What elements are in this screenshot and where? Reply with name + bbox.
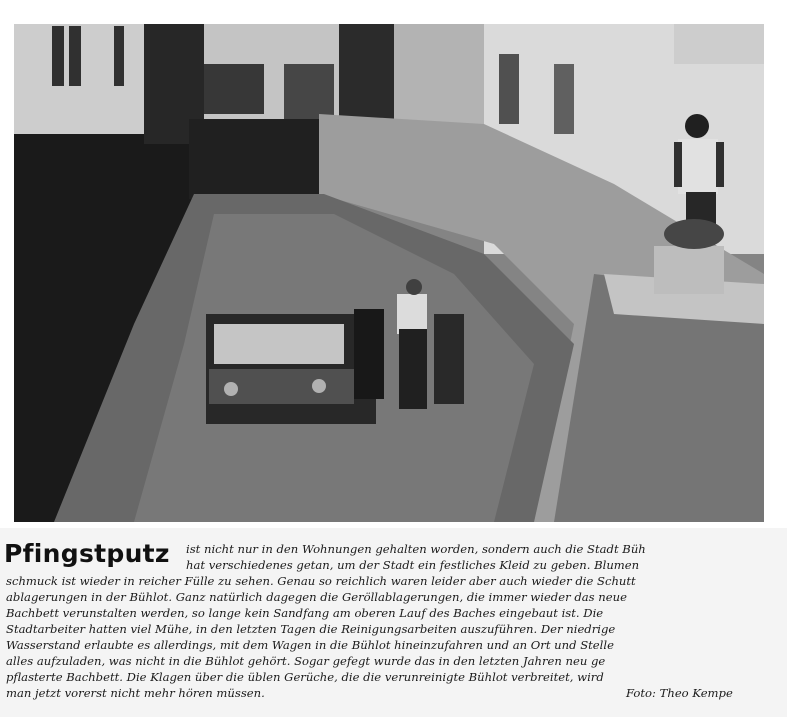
caption-line: Wasserstand erlaubte es allerdings, mit dem Wagen in die Bühlot hineinzufahren und an Ort und Stelle [6,638,614,652]
caption-line: man jetzt vorerst nicht mehr hören müssen. [6,686,265,700]
photo-caption [0,528,787,717]
caption-line: schmuck ist wieder in reicher Fülle zu sehen. Genau so reichlich waren leider aber auch wieder die Schutt [6,574,636,588]
caption-line: ablagerungen in der Bühlot. Ganz natürlich dagegen die Geröllablagerungen, die immer wieder das neue [6,590,627,604]
photo-credit: Foto: Theo Kempe [626,686,733,700]
caption-line: hat verschiedenes getan, um der Stadt ein festliches Kleid zu geben. Blumen [186,558,640,572]
caption-headline: Pfingstputz [4,539,170,568]
newspaper-photo [14,24,764,522]
caption-line: pflasterte Bachbett. Die Klagen über die üblen Gerüche, die die verunreinigte Bühlot verbreitet, wird [6,670,604,684]
caption-line: ist nicht nur in den Wohnungen gehalten worden, sondern auch die Stadt Büh [186,542,646,556]
caption-line: Bachbett verunstalten werden, so lange kein Sandfang am oberen Lauf des Baches eingebaut ist. Die [6,606,604,620]
caption-line: Stadtarbeiter hatten viel Mühe, in den letzten Tagen die Reinigungsarbeiten auszuführen. Der niedrige [6,622,616,636]
photo-stream-cleanup [14,24,764,522]
caption-line: alles aufzuladen, was nicht in die Bühlot gehört. Sogar gefegt wurde das in den letzten Jahren neu ge [6,654,606,668]
